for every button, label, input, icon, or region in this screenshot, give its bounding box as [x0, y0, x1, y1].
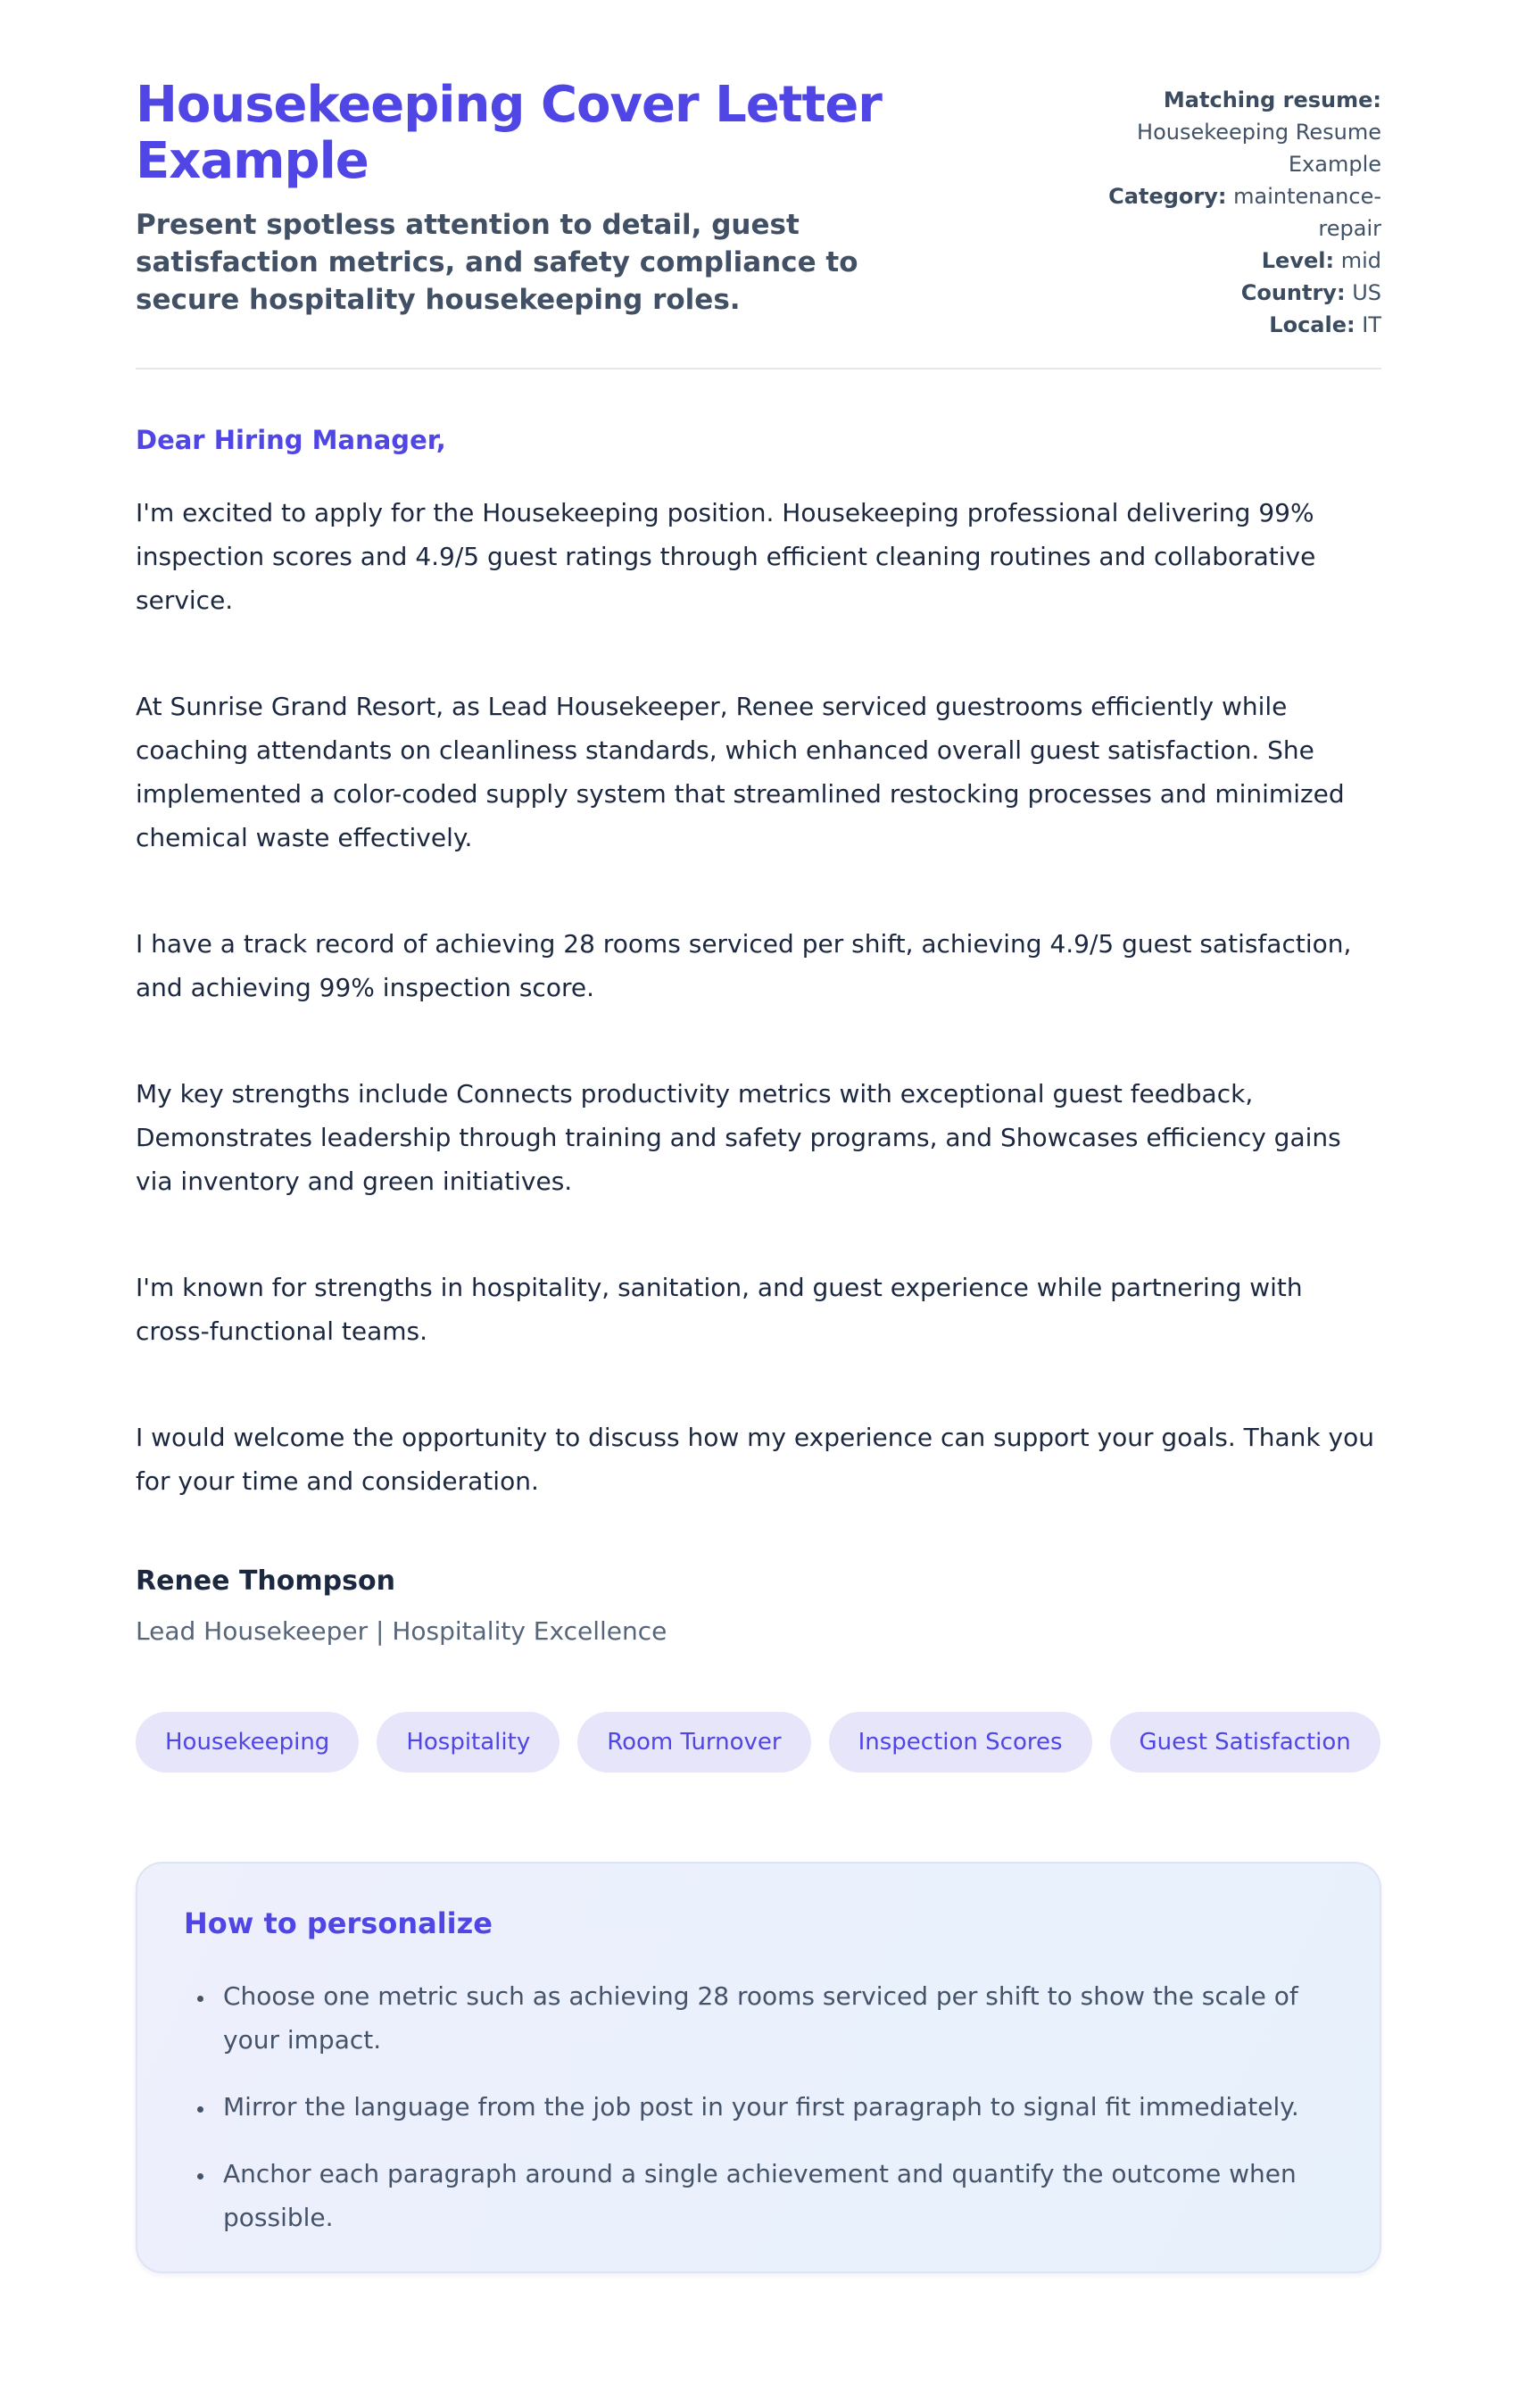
header-divider	[136, 368, 1381, 370]
page-title: Housekeeping Cover Letter Example	[136, 76, 882, 191]
meta-country	[1087, 277, 1381, 309]
meta-level-label: Level:	[1261, 248, 1335, 273]
letter-paragraph-strengths: My key strengths include Connects productivity metrics with exceptional guest feedback, Demonstrates leadership through training and safety programs, and Showcases efficiency gains via inventory and green initiatives.	[136, 1079, 1341, 1196]
meta-matching-resume-value: Housekeeping Resume Example	[1137, 120, 1381, 177]
personalize-tip: • Choose one metric such as achieving 28 rooms serviced per shift to show the scale of your impact.	[216, 1974, 1333, 2062]
how-to-personalize-box	[136, 1862, 1381, 2273]
how-to-personalize-title: How to personalize	[184, 1906, 493, 1940]
personalize-tip: • Mirror the language from the job post in your first paragraph to signal fit immediately.	[216, 2085, 1333, 2129]
page-header	[136, 77, 1381, 341]
meta-category-value: maintenance-repair	[1233, 184, 1381, 241]
personalize-tips-list	[184, 1974, 1333, 2239]
meta-level	[1087, 245, 1381, 277]
tag-inspection-scores: Inspection Scores	[829, 1712, 1092, 1773]
meta-country-value: US	[1352, 280, 1381, 305]
meta-country-label: Country:	[1240, 280, 1346, 305]
cover-letter-body	[136, 425, 1381, 1646]
letter-paragraph-experience: At Sunrise Grand Resort, as Lead Housekeeper, Renee serviced guestrooms efficiently while coaching attendants on cleanliness standards, which enhanced overall guest satisfaction. She implemented a color-coded supply system that streamlined restocking processes and minimized chemical waste effectively.	[136, 692, 1345, 852]
letter-paragraph-track-record: I have a track record of achieving 28 rooms serviced per shift, achieving 4.9/5 guest satisfaction, and achieving 99% inspection score.	[136, 929, 1352, 1002]
personalize-tip: • Anchor each paragraph around a single achievement and quantify the outcome when possible.	[216, 2152, 1333, 2239]
meta-locale-value: IT	[1362, 312, 1381, 337]
meta-matching-resume-label: Matching resume:	[1163, 87, 1381, 112]
meta-category-label: Category:	[1108, 184, 1227, 209]
meta-level-value: mid	[1340, 248, 1381, 273]
keyword-tags	[136, 1712, 1381, 1773]
signature-name: Renee Thompson	[136, 1565, 395, 1597]
tag-guest-satisfaction: Guest Satisfaction	[1110, 1712, 1380, 1773]
letter-greeting: Dear Hiring Manager,	[136, 425, 446, 455]
header-title-block	[136, 77, 921, 319]
meta-matching-resume	[1087, 84, 1381, 180]
tag-hospitality: Hospitality	[377, 1712, 560, 1773]
meta-locale-label: Locale:	[1269, 312, 1355, 337]
tag-housekeeping: Housekeeping	[136, 1712, 359, 1773]
tag-room-turnover: Room Turnover	[577, 1712, 810, 1773]
letter-paragraph-intro: I'm excited to apply for the Housekeeping position. Housekeeping professional delivering 99% inspection scores and 4.9/5 guest ratings through efficient cleaning routines and collaborative service.	[136, 498, 1316, 615]
meta-category	[1087, 180, 1381, 245]
page-subtitle: Present spotless attention to detail, guest satisfaction metrics, and safety compliance to secure hospitality housekeeping roles.	[136, 208, 858, 316]
resume-meta-panel	[1087, 77, 1381, 341]
signature-role: Lead Housekeeper | Hospitality Excellence	[136, 1616, 667, 1646]
letter-paragraph-known-for: I'm known for strengths in hospitality, sanitation, and guest experience while partnering with cross-functional teams.	[136, 1273, 1303, 1346]
meta-locale	[1087, 309, 1381, 341]
letter-paragraph-closing: I would welcome the opportunity to discuss how my experience can support your goals. Thank you for your time and consideration.	[136, 1423, 1374, 1496]
